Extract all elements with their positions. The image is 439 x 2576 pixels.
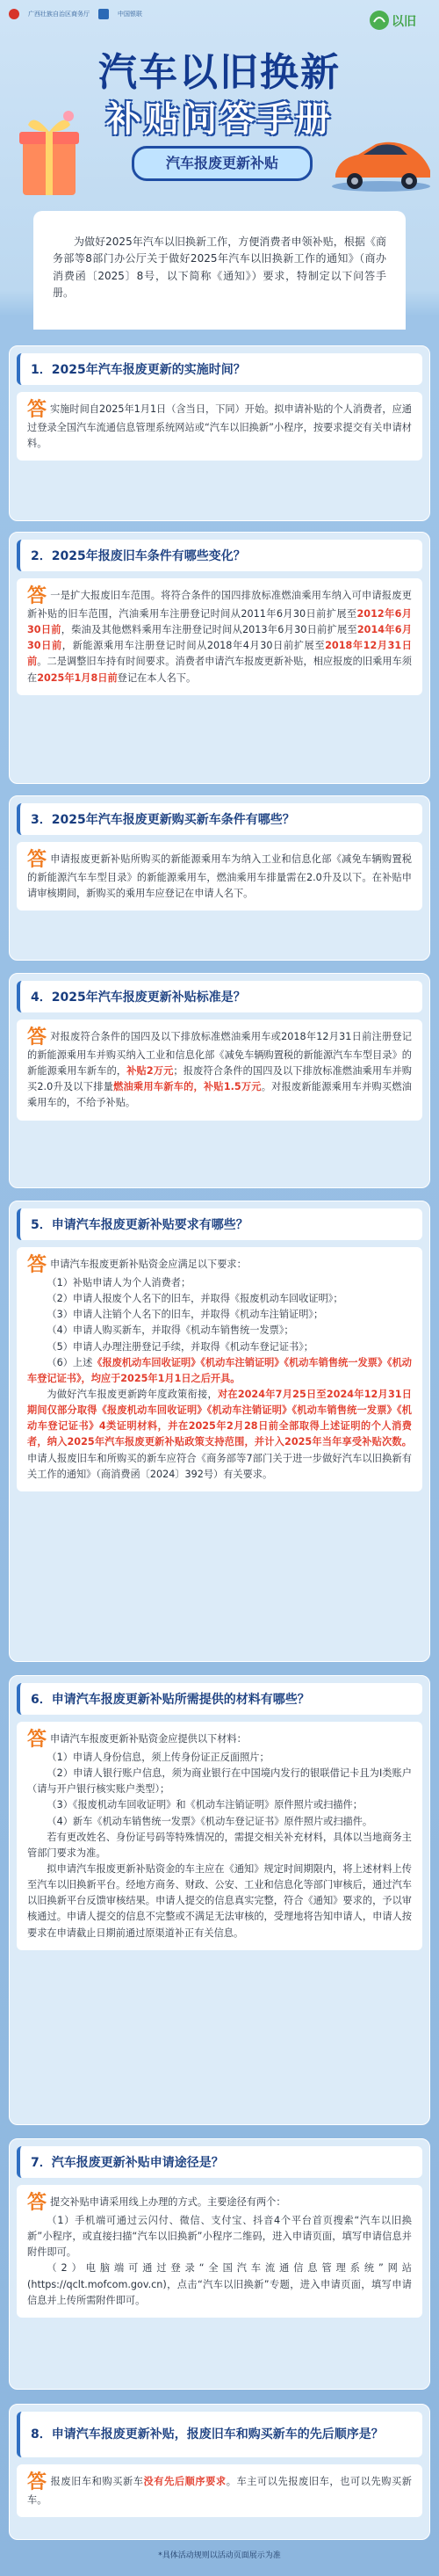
highlight-text: 2025年1月8日前	[37, 671, 118, 684]
faq-question-3: 3．2025年汽车报废更新购买新车条件有哪些？	[17, 803, 422, 835]
faq-answer-3	[17, 842, 422, 911]
answer-text: ，新能源乘用车注册登记时间从2018年4月30日前扩展至	[61, 640, 326, 652]
highlight-text: 燃油乘用车新车的，补贴1.5万元	[113, 1081, 262, 1093]
answer-text: 。二是调整旧车持有时间要求。消费者申请汽车报废更新补贴，相应报废的旧乘用车须在	[27, 656, 412, 684]
faq-question-4: 4．2025年汽车报废更新补贴标准是？	[17, 981, 422, 1012]
highlight-text: 2012年6月30日前	[27, 608, 412, 636]
faq-section-2	[9, 532, 430, 784]
intro-card	[33, 211, 406, 330]
requirement-item: （1）补贴申请人为个人消费者；	[47, 1277, 191, 1288]
answer-text: 。车主可以先报废旧车，也可以先购买新车。	[27, 2476, 412, 2506]
answer-text: 报废旧车和购买新车	[50, 2476, 144, 2487]
faq-section-6	[9, 1675, 430, 2125]
answer-lead: 申请汽车报废更新补贴资金应提供以下材料：	[50, 1733, 247, 1745]
highlight-text: 补贴2万元	[126, 1065, 174, 1078]
faq-answer-4	[17, 1020, 422, 1121]
faq-section-1	[9, 345, 430, 521]
answer-mark-icon: 答	[27, 1254, 47, 1276]
faq-question-8: 8．申请汽车报废更新补贴，报废旧车和购买新车的先后顺序是？	[17, 2412, 422, 2457]
logo-text-commerce: 广西壮族自治区商务厅	[28, 11, 90, 18]
faq-question-7: 7．汽车报废更新补贴申请途径是？	[17, 2146, 422, 2178]
footnote: *具体活动规则以活动页面展示为准	[158, 2551, 281, 2560]
logo-text-unionpay: 中国银联	[118, 11, 142, 18]
intro-text: 为做好2025年汽车以旧换新工作，方便消费者申领补贴，根据《商务部等8部门办公厅关于做好2025年汽车以旧换新工作的通知》（商办消费函〔2025〕8号，以下简称《通知》）要求，特制定以下问答手册。	[53, 236, 386, 300]
faq-answer-2	[17, 578, 422, 695]
faq-question-6: 6．申请汽车报废更新补贴所需提供的材料有哪些？	[17, 1683, 422, 1715]
material-item: （2）申请人银行账户信息，须为商业银行在中国境内发行的银联借记卡且为I类账户（请与开户银行核实账户类型）；	[27, 1767, 412, 1796]
answer-text: 为做好汽车报废更新跨年度政策衔接，	[47, 1388, 218, 1400]
answer-paragraph: 拟申请汽车报废更新补贴资金的车主应在《通知》规定时间期限内，将上述材料上传至汽车以旧换新平台。经地方商务、财政、公安、工业和信息化等部门审核后，通过汽车以旧换新平台反馈审核结果。申请人提交的信息真实完整，符合《通知》要求的，予以审核通过。申请人提交的信息不完整或不满足无法审核的，受理地将告知申请人，申请人按要求在申请截止日期前通过原渠道补正有关信息。	[27, 1862, 412, 1939]
highlight-text: 没有先后顺序要求	[143, 2476, 227, 2487]
answer-text: 申请报废更新补贴所购买的新能源乘用车为纳入工业和信息化部《减免车辆购置税的新能源汽车车型目录》的新能源乘用车，燃油乘用车排量需在2.0升及以下。在补贴申请审核期间，新购买的乘用车应登记在申请人名下。	[27, 853, 412, 900]
highlight-text: 2018年12月31日前	[27, 640, 412, 668]
page-title: 汽车以旧换新	[98, 50, 341, 95]
faq-section-7	[9, 2138, 430, 2390]
answer-text: 实施时间自2025年1月1日（含当日，下同）开始。拟申请补贴的个人消费者，应通过登录全国汽车流通信息管理系统网站或“汽车以旧换新”小程序，按要求提交有关申请材料。	[27, 403, 412, 450]
faq-answer-5	[17, 1247, 422, 1491]
answer-mark-icon: 答	[27, 1027, 47, 1049]
faq-question-5: 5．申请汽车报废更新补贴要求有哪些？	[17, 1208, 422, 1240]
answer-lead: 提交补贴申请采用线上办理的方式。主要途径有两个：	[50, 2196, 286, 2208]
material-item: （1）申请人身份信息，须上传身份证正反面照片；	[47, 1752, 270, 1763]
answer-text: 。对报废新能源乘用车并购买燃油乘用车的，不给予补贴。	[27, 1081, 412, 1109]
highlight-text: 2014年6月30日前	[27, 624, 413, 652]
faq-section-3	[9, 795, 430, 961]
answer-mark-icon: 答	[27, 2192, 47, 2214]
answer-mark-icon: 答	[27, 585, 47, 607]
answer-mark-icon: 答	[27, 2471, 47, 2493]
unionpay-logo-icon	[98, 9, 109, 19]
policy-paragraph	[27, 1387, 412, 1483]
faq-answer-8	[17, 2464, 422, 2517]
faq-answer-7	[17, 2185, 422, 2318]
answer-paragraph: 若有更改姓名、身份证号码等特殊情况的，需提交相关补充材料，具体以当地商务主管部门要求为准。	[27, 1831, 412, 1859]
answer-mark-icon: 答	[27, 1729, 47, 1751]
answer-text: （6）上述	[47, 1356, 93, 1368]
requirement-item: （2）申请人报废个人名下的旧车，并取得《报废机动车回收证明》；	[47, 1293, 343, 1305]
faq-section-4	[9, 973, 430, 1188]
faq-section-5	[9, 1201, 430, 1662]
requirement-item: （3）申请人注销个人名下的旧车，并取得《机动车注销证明》；	[47, 1309, 324, 1321]
material-item: （3）《报废机动车回收证明》和《机动车注销证明》原件照片或扫描件；	[47, 1799, 363, 1811]
answer-text: ；报废符合条件的国四及以下排放标准燃油乘用车并购买2.0升及以下排量	[27, 1065, 412, 1093]
answer-lead: 申请汽车报废更新补贴资金应满足以下要求：	[50, 1259, 247, 1270]
answer-text: 申请人报废旧车和所购买的新车应符合《商务部等7部门关于进一步做好汽车以旧换新有关工作的通知》（商消费函〔2024〕392号）有关要求。	[27, 1452, 412, 1480]
answer-text: 登记在本人名下。	[117, 671, 197, 684]
channel-item: （1）手机端可通过云闪付、微信、支付宝、抖音4个平台首页搜索“汽车以旧换新”小程序，或直接扫描“汽车以旧换新”小程序二维码，进入申请页面，填写申请信息并附件即可。	[27, 2215, 412, 2259]
requirement-item	[27, 1355, 412, 1387]
highlight-text: 对在2024年7月25日至2024年12月31日期间仅部分取得《报废机动车回收证明》《机动车注销证明》《机动车销售统一发票》《机动车登记证书》4类证明材料，并在2025年2月28日前全部取得上述证明的个人消费者，纳入2025年汽车报废更新补贴政策支持范围，并计入2025年当年享受补贴次数。	[27, 1388, 412, 1448]
campaign-logo-icon	[369, 7, 428, 33]
svg-text:以旧: 以旧	[392, 15, 416, 29]
answer-text: 对报废符合条件的国四及以下排放标准燃油乘用车或2018年12月31日前注册登记的新能源乘用车并购买纳入工业和信息化部《减免车辆购置税的新能源汽车车型目录》的新能源乘用车新车的，	[27, 1031, 412, 1078]
answer-mark-icon: 答	[27, 399, 47, 421]
faq-question-1: 1．2025年汽车报废更新的实施时间？	[17, 353, 422, 385]
answer-mark-icon: 答	[27, 849, 47, 871]
requirement-item: （5）申请人办理注册登记手续，并取得《机动车登记证书》；	[47, 1340, 313, 1353]
answer-text: 一是扩大报废旧车范围。将符合条件的国四排放标准燃油乘用车纳入可申请报废更新补贴的旧车范围，汽油乘用车注册登记时间从2011年6月30日前扩展至	[27, 590, 412, 620]
faq-answer-1	[17, 392, 422, 461]
topic-pill: 汽车报废更新补贴	[132, 146, 313, 181]
answer-text: ，柴油及其他燃料乘用车注册登记时间从2013年6月30日前扩展至	[61, 624, 357, 636]
requirement-item: （4）申请人购买新车，并取得《机动车销售统一发票》；	[47, 1324, 294, 1337]
page-subtitle: 补贴问答手册	[106, 99, 333, 140]
header-banner	[0, 0, 439, 330]
logo-group	[9, 9, 142, 19]
faq-section-8	[9, 2404, 430, 2540]
channel-item: （2）电脑端可通过登录“全国汽车流通信息管理系统”网站(https://qclt.mofcom.gov.cn)，点击“汽车以旧换新”专题，进入申请页面，填写申请信息并上传所需附件即可。	[27, 2262, 412, 2306]
faq-question-2: 2．2025年报废旧车条件有哪些变化？	[17, 540, 422, 571]
highlight-text: 《报废机动车回收证明》《机动车注销证明》《机动车销售统一发票》《机动车登记证书》，均应于2025年1月1日之后开具。	[27, 1356, 412, 1384]
material-item: （4）新车《机动车销售统一发票》《机动车登记证书》原件照片或扫描件。	[47, 1815, 373, 1827]
faq-answer-6	[17, 1722, 422, 1950]
commerce-dept-logo-icon	[9, 9, 19, 19]
